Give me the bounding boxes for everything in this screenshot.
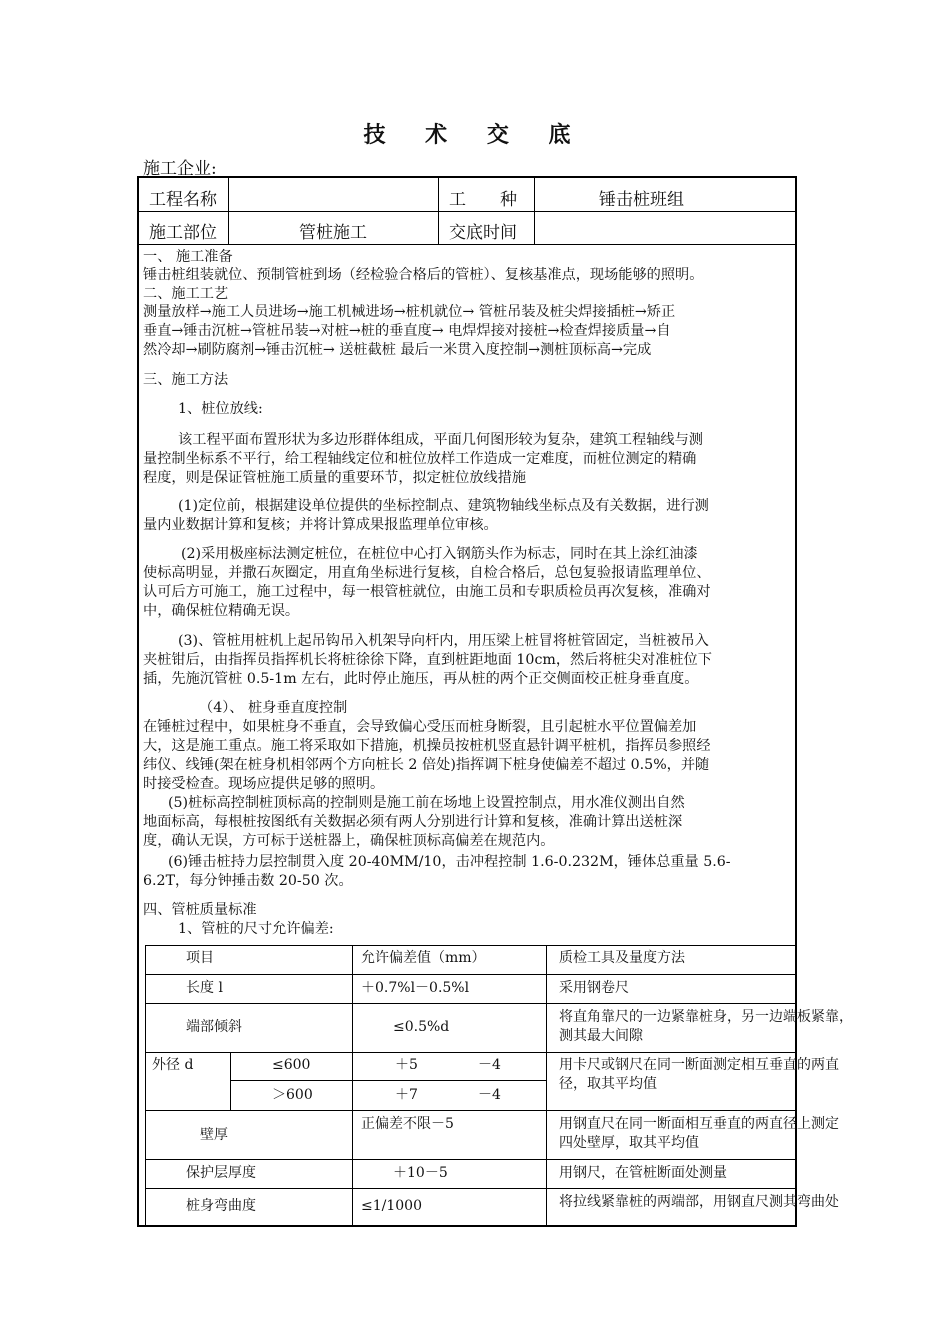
qt-line xyxy=(145,1110,797,1111)
qt-line xyxy=(145,1003,797,1004)
qt-cell: 正偏差不限－5 xyxy=(361,1116,454,1132)
section-3-title: 三、施工方法 xyxy=(143,372,229,388)
section-2-line: 然冷却→刷防腐剂→锤击沉桩→ 送桩截桩 最后一米贯入度控制→测桩顶标高→完成 xyxy=(143,342,652,358)
para-5-line: 大，这是施工重点。施工将采取如下措施，机操员按桩机竖直悬针调平桩机，指挥员参照经 xyxy=(143,738,711,754)
para-3-line: (2)采用极座标法测定桩位，在桩位中心打入钢筋头作为标志，同时在其上涂红油漆 xyxy=(181,546,698,562)
section-4-title: 四、管桩质量标准 xyxy=(143,902,257,918)
qt-cell: 端部倾斜 xyxy=(186,1019,242,1035)
qt-cell: ＋5 xyxy=(395,1057,418,1073)
qt-cell: 将拉线紧靠桩的两端部，用钢直尺测其弯曲处 xyxy=(559,1194,839,1210)
para-7-line: (6)锤击桩持力层控制贯入度 20-40MM/10，击冲程控制 1.6-0.232M，锤体总重量 5.6- xyxy=(168,854,731,870)
qt-cell: 外径 d xyxy=(152,1057,194,1073)
section-2-title: 二、施工工艺 xyxy=(143,286,229,302)
qt-cell: 测其最大间隙 xyxy=(559,1028,643,1044)
para-3-line: 认可后方可施工，施工过程中，每一根管桩就位，由施工员和专职质检员再次复核，准确对 xyxy=(143,584,711,600)
qt-header: 允许偏差值（mm） xyxy=(361,950,486,966)
para-4-line: 夹桩钳后，由指挥员指挥机长将桩徐徐下降，直到桩距地面 10cm，然后将桩尖对准桩位下 xyxy=(143,652,712,668)
para-1-line: 程度，则是保证管桩施工质量的重要环节，拟定桩位放线措施 xyxy=(143,470,527,486)
header-divider xyxy=(139,211,795,212)
project-name-label: 工程名称 xyxy=(149,190,217,210)
qt-header: 项目 xyxy=(186,950,214,966)
section-2-line: 测量放样→施工人员进场→施工机械进场→桩机就位→ 管桩吊装及桩尖焊接插桩→矫正 xyxy=(143,304,676,320)
company-label: 施工企业: xyxy=(143,159,217,179)
para-7-line: 6.2T，每分钟捶击数 20-50 次。 xyxy=(143,873,353,889)
qt-cell: 用钢直尺在同一断面相互垂直的两直径上测定 xyxy=(559,1116,839,1132)
qt-cell: ＋7 xyxy=(395,1087,418,1103)
qt-cell: 用钢尺，在管桩断面处测量 xyxy=(559,1165,727,1181)
qt-cell: 径，取其平均值 xyxy=(559,1076,657,1092)
qt-vline xyxy=(546,945,547,1227)
para-5-line: 纬仪、线锤(架在桩身机相邻两个方向桩长 2 倍处)指挥调下桩身使偏差不超过 0.5%，并随 xyxy=(143,757,710,773)
work-type-label: 工 种 xyxy=(449,190,517,210)
para-2-line: (1)定位前，根据建设单位提供的坐标控制点、建筑物轴线坐标点及有关数据，进行测 xyxy=(178,498,709,514)
para-6-line: 度，确认无误，方可标于送桩器上，确保桩顶标高偏差在规范内。 xyxy=(143,833,555,849)
para-5-line: 在锤桩过程中，如果桩身不垂直，会导致偏心受压而桩身断裂，且引起桩水平位置偏差加 xyxy=(143,719,697,735)
qt-line xyxy=(230,1080,546,1081)
qt-cell: 长度 l xyxy=(186,980,223,996)
qt-cell: 壁厚 xyxy=(200,1127,228,1143)
para-4-line: 插，先施沉管桩 0.5-1m 左右，此时停止施压，再从桩的两个正交侧面校正桩身垂直度。 xyxy=(143,671,699,687)
qt-cell: 桩身弯曲度 xyxy=(186,1198,256,1214)
qt-line xyxy=(145,1159,797,1160)
qt-cell: －4 xyxy=(478,1087,501,1103)
section-1-title: 一、 施工准备 xyxy=(143,249,233,265)
section-2-line: 垂直→锤击沉桩→管桩吊装→对桩→桩的垂直度→ 电焊焊接对接桩→检查焊接质量→自 xyxy=(143,323,671,339)
qt-cell: 采用钢卷尺 xyxy=(559,980,629,996)
para-4-line: (3)、管桩用桩机上起吊钩吊入机架导向杆内，用压梁上桩冒将桩管固定，当桩被吊入 xyxy=(178,633,709,649)
qt-cell: －4 xyxy=(478,1057,501,1073)
location-value: 管桩施工 xyxy=(299,223,367,243)
para-1-line: 该工程平面布置形状为多边形群体组成，平面几何图形较为复杂，建筑工程轴线与测 xyxy=(178,432,703,448)
qt-cell: 四处壁厚，取其平均值 xyxy=(559,1135,699,1151)
section-3-sub1: 1、桩位放线: xyxy=(178,401,263,417)
qt-cell: ＋10－5 xyxy=(393,1165,448,1181)
qt-vline xyxy=(145,945,146,1227)
qt-line xyxy=(145,1052,797,1053)
qt-vline xyxy=(352,945,353,1227)
header-col-1 xyxy=(228,178,229,244)
work-type-value: 锤击桩班组 xyxy=(599,190,684,210)
qt-cell: ≤0.5%d xyxy=(393,1019,450,1035)
time-label: 交底时间 xyxy=(449,223,517,243)
qt-line xyxy=(145,945,797,946)
para-6-line: 地面标高，每根桩按图纸有关数据必须有两人分别进行计算和复核，准确计算出送桩深 xyxy=(143,814,683,830)
qt-line xyxy=(145,1188,797,1189)
section-4-sub1: 1、管桩的尺寸允许偏差: xyxy=(178,921,334,937)
header-bottom xyxy=(139,244,795,245)
qt-header: 质检工具及量度方法 xyxy=(559,950,685,966)
para-6-line: (5)桩标高控制桩顶标高的控制则是施工前在场地上设置控制点，用水准仪测出自然 xyxy=(168,795,685,811)
qt-cell: 将直角靠尺的一边紧靠桩身，另一边端板紧靠， xyxy=(559,1009,853,1025)
para-1-line: 量控制坐标系不平行，给工程轴线定位和桩位放样工作造成一定难度，而桩位测定的精确 xyxy=(143,451,697,467)
qt-cell: ≤1/1000 xyxy=(361,1198,422,1214)
para-3-line: 使标高明显，并撒石灰圈定，用直角坐标进行复核，自检合格后，总包复验报请监理单位、 xyxy=(143,565,711,581)
qt-cell: 用卡尺或钢尺在同一断面测定相互垂直的两直 xyxy=(559,1057,839,1073)
qt-line xyxy=(145,974,797,975)
para-2-line: 量内业数据计算和复核；并将计算成果报监理单位审核。 xyxy=(143,517,498,533)
qt-cell: 保护层厚度 xyxy=(186,1165,256,1181)
para-3-line: 中，确保桩位精确无误。 xyxy=(143,603,300,619)
qt-cell: ≤600 xyxy=(272,1057,311,1073)
para-5-line: 时接受检查。现场应提供足够的照明。 xyxy=(143,776,385,792)
qt-vline xyxy=(230,1052,231,1110)
header-col-2 xyxy=(438,178,439,244)
para-5-title: （4）、 桩身垂直度控制 xyxy=(199,700,348,716)
qt-cell: ＞600 xyxy=(272,1087,313,1103)
page-title: 技 术 交 底 xyxy=(363,122,587,148)
location-label: 施工部位 xyxy=(149,223,217,243)
qt-cell: ＋0.7%l－0.5%l xyxy=(361,980,470,996)
section-1-text: 锤击桩组装就位、预制管桩到场（经检验合格后的管桩）、复核基准点，现场能够的照明。 xyxy=(143,267,704,283)
header-col-3 xyxy=(534,178,535,244)
